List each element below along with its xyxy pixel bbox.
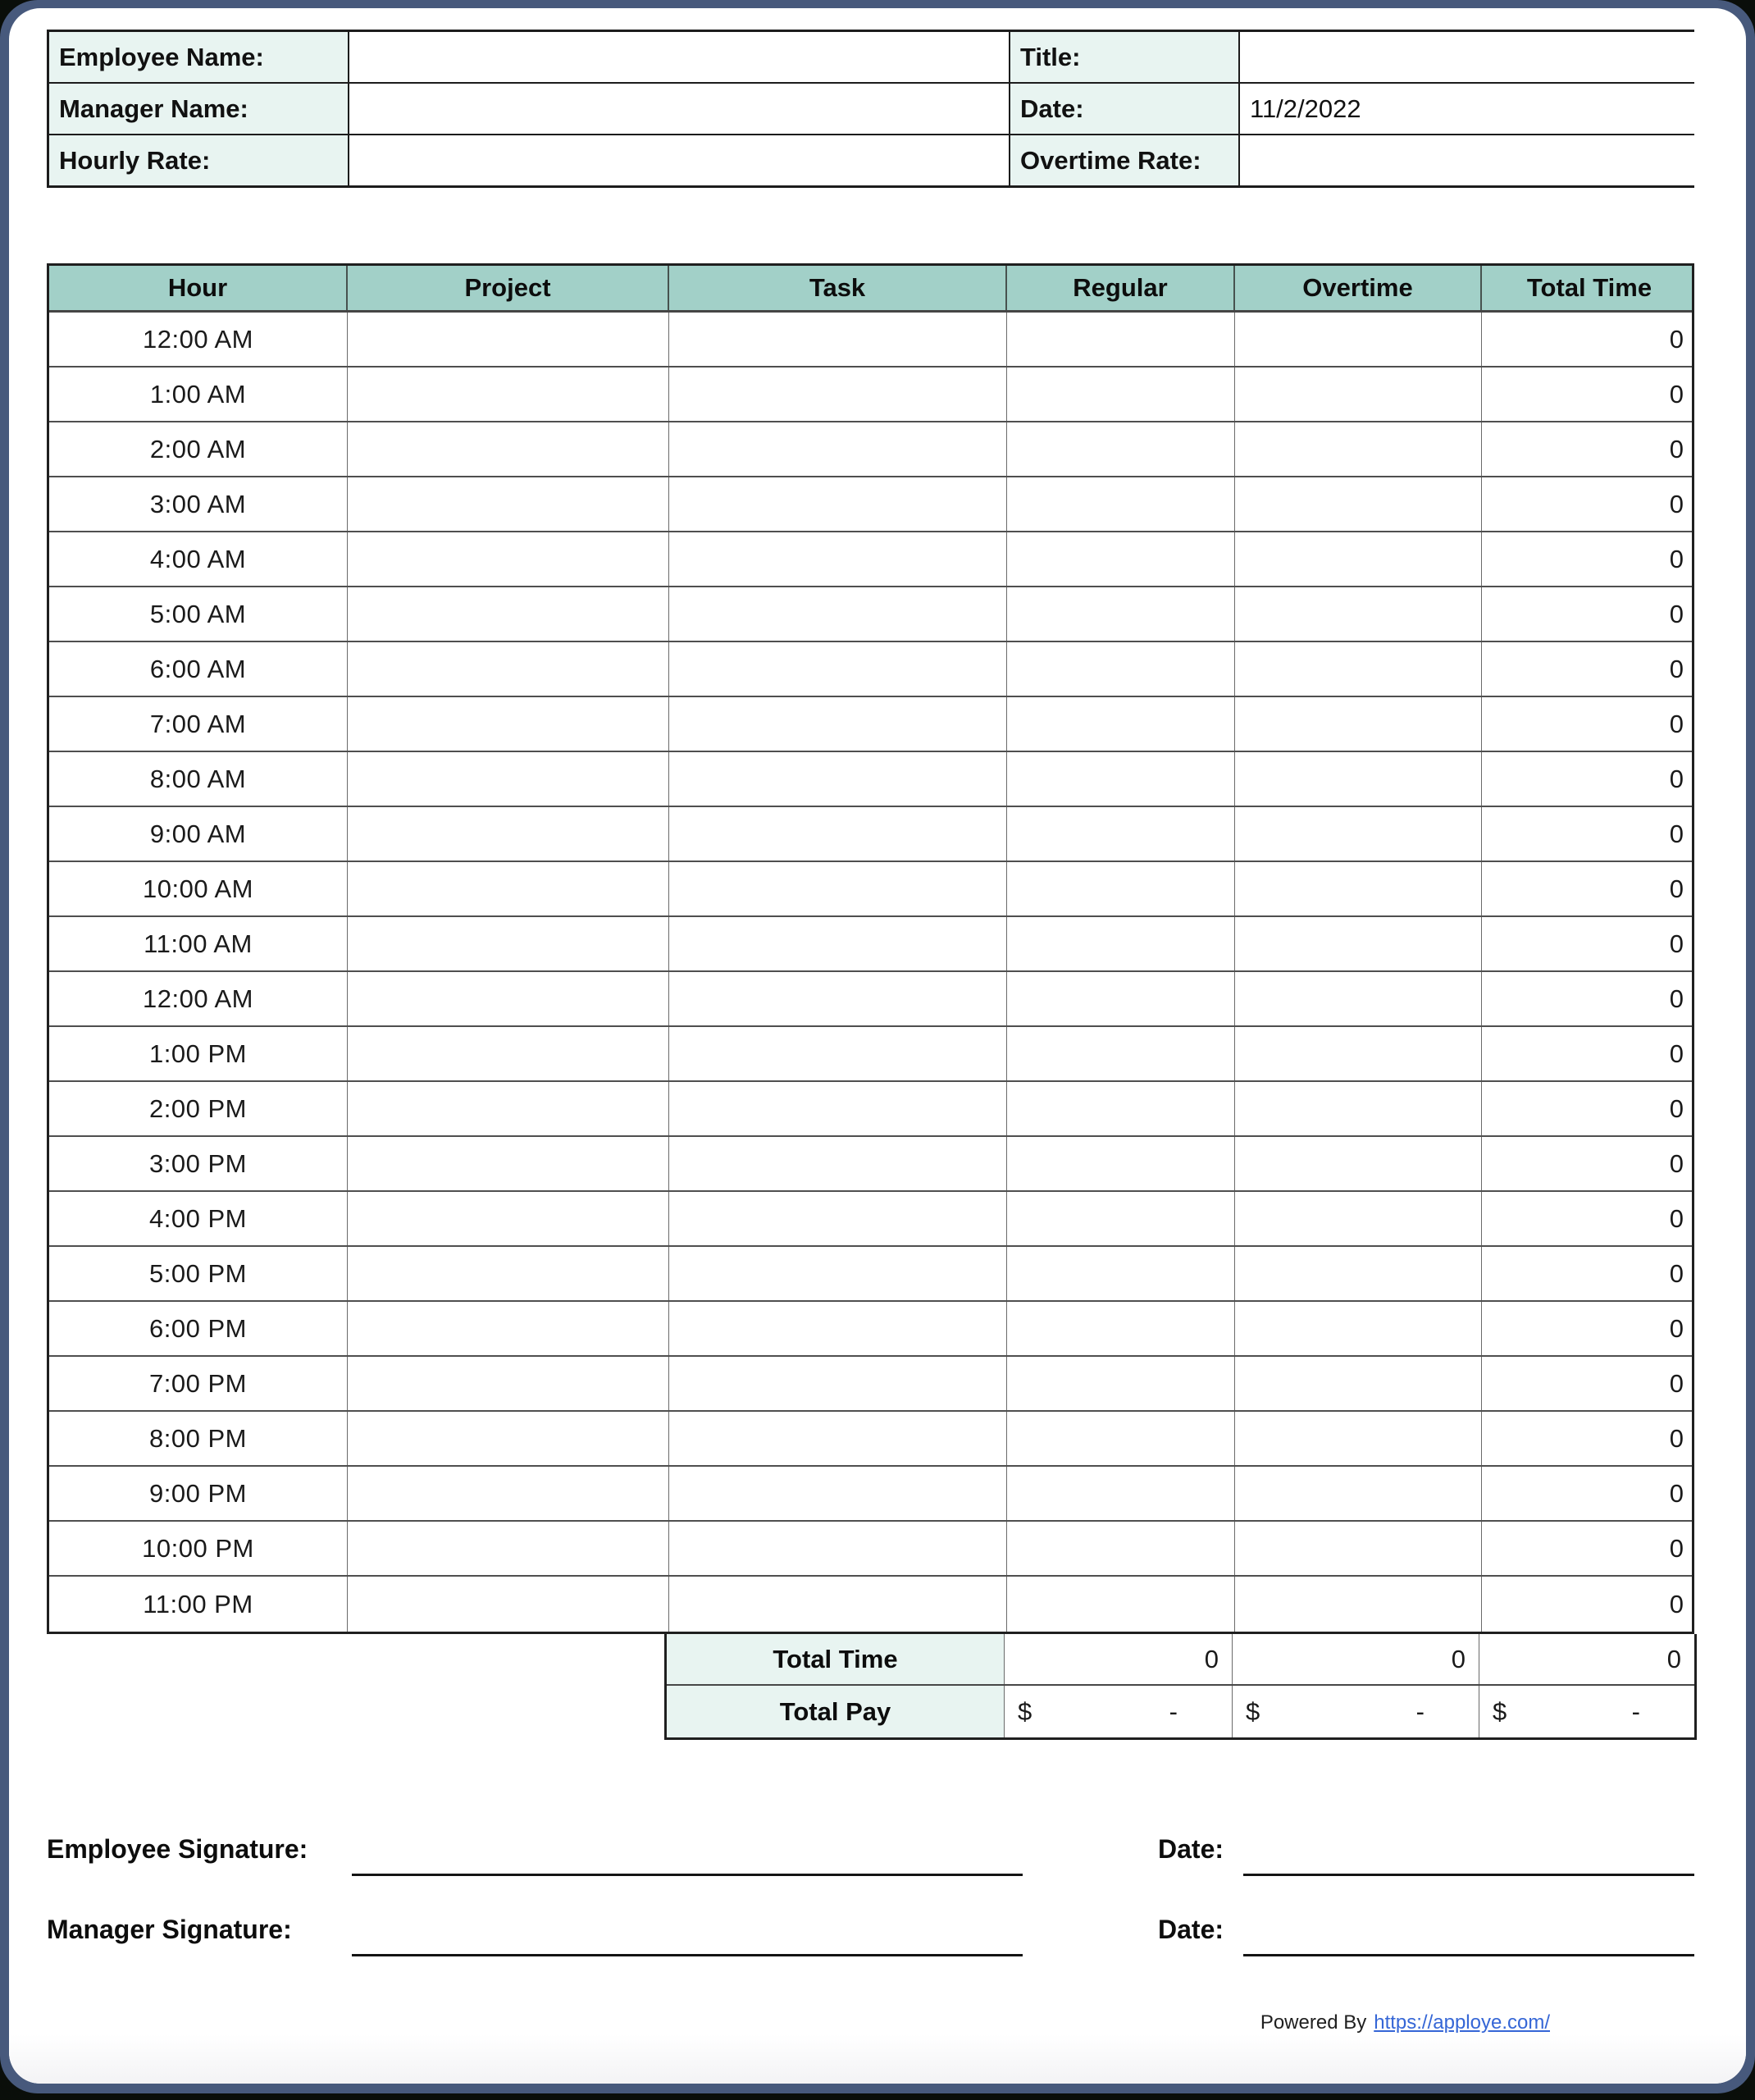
- hour-cell: 2:00 AM: [49, 422, 348, 476]
- overtime-cell[interactable]: [1235, 477, 1482, 531]
- task-cell[interactable]: [669, 1522, 1007, 1575]
- manager-date-line[interactable]: [1243, 1953, 1694, 1956]
- task-cell[interactable]: [669, 752, 1007, 806]
- table-row: [49, 642, 1692, 697]
- employee-date-label: Date:: [1158, 1834, 1224, 1864]
- overtime-cell[interactable]: [1235, 1192, 1482, 1245]
- table-row: [49, 532, 1692, 587]
- task-cell[interactable]: [669, 972, 1007, 1025]
- manager-signature-label: Manager Signature:: [47, 1915, 292, 1944]
- table-row: [49, 313, 1692, 368]
- task-cell[interactable]: [669, 642, 1007, 696]
- project-cell[interactable]: [348, 532, 669, 586]
- hour-cell: 7:00 PM: [49, 1357, 348, 1410]
- project-cell[interactable]: [348, 477, 669, 531]
- table-row: [49, 972, 1692, 1027]
- amount-value: -: [1631, 1696, 1640, 1726]
- hour-cell: 11:00 AM: [49, 917, 348, 970]
- total-time-cell: 0: [1669, 1258, 1684, 1288]
- overtime-cell[interactable]: [1235, 368, 1482, 421]
- project-cell[interactable]: [348, 1027, 669, 1080]
- task-cell[interactable]: [669, 1247, 1007, 1300]
- project-cell[interactable]: [348, 917, 669, 970]
- project-cell[interactable]: [348, 1302, 669, 1355]
- total-time-cell: 0: [1669, 1039, 1684, 1068]
- total-time-row: [667, 1634, 1694, 1686]
- regular-cell[interactable]: [1007, 917, 1235, 970]
- hour-cell: 7:00 AM: [49, 697, 348, 751]
- regular-cell[interactable]: [1007, 1192, 1235, 1245]
- regular-cell[interactable]: [1007, 1412, 1235, 1465]
- table-row: [49, 697, 1692, 752]
- task-cell[interactable]: [669, 422, 1007, 476]
- currency-symbol: $: [1018, 1696, 1032, 1726]
- overtime-cell[interactable]: [1235, 1467, 1482, 1520]
- overtime-cell[interactable]: [1235, 422, 1482, 476]
- total-time-overtime-value: 0: [1233, 1634, 1479, 1684]
- hour-cell: 4:00 AM: [49, 532, 348, 586]
- total-time-cell: 0: [1669, 984, 1684, 1013]
- regular-cell[interactable]: [1007, 752, 1235, 806]
- date-field[interactable]: 11/2/2022: [1240, 84, 1702, 134]
- total-time-cell: 0: [1669, 599, 1684, 628]
- hour-cell: 1:00 AM: [49, 368, 348, 421]
- table-row: [49, 587, 1692, 642]
- employee-info-table: [47, 30, 1694, 188]
- regular-cell[interactable]: [1007, 313, 1235, 366]
- column-header-overtime: Overtime: [1235, 266, 1482, 310]
- title-label: Title:: [1010, 32, 1238, 82]
- total-time-cell: 0: [1669, 434, 1684, 463]
- column-header-regular: Regular: [1007, 266, 1235, 310]
- regular-cell[interactable]: [1007, 642, 1235, 696]
- overtime-cell[interactable]: [1235, 972, 1482, 1025]
- project-cell[interactable]: [348, 1082, 669, 1135]
- hour-cell: 6:00 AM: [49, 642, 348, 696]
- project-cell[interactable]: [348, 862, 669, 915]
- overtime-rate-label: Overtime Rate:: [1010, 135, 1238, 185]
- hour-cell: 6:00 PM: [49, 1302, 348, 1355]
- hour-cell: 3:00 AM: [49, 477, 348, 531]
- total-time-cell: 0: [1669, 489, 1684, 518]
- column-header-task: Task: [669, 266, 1007, 310]
- project-cell[interactable]: [348, 422, 669, 476]
- total-time-cell: 0: [1669, 654, 1684, 683]
- overtime-cell[interactable]: [1235, 807, 1482, 861]
- overtime-cell[interactable]: [1235, 642, 1482, 696]
- hour-cell: 4:00 PM: [49, 1192, 348, 1245]
- project-cell[interactable]: [348, 807, 669, 861]
- total-time-cell: 0: [1669, 819, 1684, 848]
- project-cell[interactable]: [348, 587, 669, 641]
- column-header-project: Project: [348, 266, 669, 310]
- table-row: [49, 917, 1692, 972]
- table-row: [49, 807, 1692, 862]
- project-cell[interactable]: [348, 752, 669, 806]
- hour-cell: 10:00 AM: [49, 862, 348, 915]
- hour-cell: 2:00 PM: [49, 1082, 348, 1135]
- table-header-row: [49, 266, 1692, 313]
- date-label: Date:: [1010, 84, 1238, 134]
- project-cell[interactable]: [348, 1192, 669, 1245]
- hourly-rate-label: Hourly Rate:: [49, 135, 348, 185]
- table-row: [49, 477, 1692, 532]
- manager-name-label: Manager Name:: [49, 84, 348, 134]
- regular-cell[interactable]: [1007, 972, 1235, 1025]
- regular-cell[interactable]: [1007, 1082, 1235, 1135]
- total-time-cell: 0: [1669, 1533, 1684, 1563]
- task-cell[interactable]: [669, 587, 1007, 641]
- overtime-cell[interactable]: [1235, 313, 1482, 366]
- regular-cell[interactable]: [1007, 1522, 1235, 1575]
- task-cell[interactable]: [669, 1137, 1007, 1190]
- total-time-cell: 0: [1669, 1368, 1684, 1398]
- employee-name-label: Employee Name:: [49, 32, 348, 82]
- regular-cell[interactable]: [1007, 477, 1235, 531]
- employee-signature-line[interactable]: [352, 1873, 1023, 1876]
- hour-cell: 3:00 PM: [49, 1137, 348, 1190]
- page-content: [47, 8, 1694, 2084]
- hour-cell: 8:00 PM: [49, 1412, 348, 1465]
- currency-symbol: $: [1246, 1696, 1260, 1726]
- total-time-cell: 0: [1669, 709, 1684, 738]
- project-cell[interactable]: [348, 1357, 669, 1410]
- table-row: [49, 1302, 1692, 1357]
- table-row: [49, 1082, 1692, 1137]
- column-header-hour: Hour: [49, 266, 348, 310]
- table-row: [49, 752, 1692, 807]
- table-row: [49, 422, 1692, 477]
- manager-date-label: Date:: [1158, 1915, 1224, 1944]
- hour-cell: 12:00 AM: [49, 972, 348, 1025]
- manager-name-field[interactable]: [349, 84, 1009, 134]
- hour-cell: 10:00 PM: [49, 1522, 348, 1575]
- table-row: [49, 1577, 1692, 1632]
- regular-cell[interactable]: [1007, 422, 1235, 476]
- table-row: [49, 368, 1692, 422]
- project-cell[interactable]: [348, 972, 669, 1025]
- total-time-label: Total Time: [667, 1634, 1005, 1684]
- total-pay-label: Total Pay: [667, 1686, 1005, 1737]
- overtime-cell[interactable]: [1235, 1357, 1482, 1410]
- overtime-rate-field[interactable]: [1240, 135, 1702, 185]
- regular-cell[interactable]: [1007, 697, 1235, 751]
- apploye-link[interactable]: https://apploye.com/: [1374, 2011, 1550, 2034]
- hour-cell: 9:00 PM: [49, 1467, 348, 1520]
- total-pay-total-value: [1479, 1686, 1694, 1737]
- task-cell[interactable]: [669, 1357, 1007, 1410]
- overtime-cell[interactable]: [1235, 1302, 1482, 1355]
- hour-cell: 1:00 PM: [49, 1027, 348, 1080]
- employee-signature-row: [47, 1834, 1694, 1865]
- regular-cell[interactable]: [1007, 1302, 1235, 1355]
- overtime-cell[interactable]: [1235, 1082, 1482, 1135]
- regular-cell[interactable]: [1007, 1137, 1235, 1190]
- hour-cell: 11:00 PM: [49, 1577, 348, 1632]
- hour-cell: 5:00 AM: [49, 587, 348, 641]
- total-time-cell: 0: [1669, 544, 1684, 573]
- overtime-cell[interactable]: [1235, 587, 1482, 641]
- regular-cell[interactable]: [1007, 1467, 1235, 1520]
- overtime-cell[interactable]: [1235, 1577, 1482, 1632]
- hourly-rate-field[interactable]: [349, 135, 1009, 185]
- total-time-cell: 0: [1669, 324, 1684, 354]
- task-cell[interactable]: [669, 807, 1007, 861]
- total-time-cell: 0: [1669, 1093, 1684, 1123]
- overtime-cell[interactable]: [1235, 1027, 1482, 1080]
- hour-cell: 12:00 AM: [49, 313, 348, 366]
- task-cell[interactable]: [669, 477, 1007, 531]
- table-row: [49, 1357, 1692, 1412]
- task-cell[interactable]: [669, 532, 1007, 586]
- overtime-cell[interactable]: [1235, 862, 1482, 915]
- overtime-cell[interactable]: [1235, 1522, 1482, 1575]
- task-cell[interactable]: [669, 368, 1007, 421]
- project-cell[interactable]: [348, 697, 669, 751]
- timesheet-table: [47, 263, 1694, 1634]
- hour-cell: 8:00 AM: [49, 752, 348, 806]
- project-cell[interactable]: [348, 1522, 669, 1575]
- table-row: [49, 1522, 1692, 1577]
- table-row: [49, 1027, 1692, 1082]
- project-cell[interactable]: [348, 1412, 669, 1465]
- total-time-cell: 0: [1669, 874, 1684, 903]
- overtime-cell[interactable]: [1235, 1412, 1482, 1465]
- overtime-cell[interactable]: [1235, 532, 1482, 586]
- table-body: [49, 313, 1692, 1632]
- regular-cell[interactable]: [1007, 862, 1235, 915]
- currency-symbol: $: [1493, 1696, 1507, 1726]
- table-row: [49, 1137, 1692, 1192]
- total-time-cell: 0: [1669, 1313, 1684, 1343]
- project-cell[interactable]: [348, 1467, 669, 1520]
- regular-cell[interactable]: [1007, 1357, 1235, 1410]
- hour-cell: 5:00 PM: [49, 1247, 348, 1300]
- project-cell[interactable]: [348, 1247, 669, 1300]
- regular-cell[interactable]: [1007, 1577, 1235, 1632]
- regular-cell[interactable]: [1007, 368, 1235, 421]
- total-pay-regular-value: [1005, 1686, 1233, 1737]
- manager-signature-line[interactable]: [352, 1953, 1023, 1956]
- task-cell[interactable]: [669, 1577, 1007, 1632]
- total-time-cell: 0: [1669, 1589, 1684, 1618]
- total-time-cell: 0: [1669, 1478, 1684, 1508]
- totals-section: [664, 1634, 1697, 1740]
- task-cell[interactable]: [669, 1192, 1007, 1245]
- total-time-cell: 0: [1669, 1203, 1684, 1233]
- footer: [1260, 2011, 1550, 2034]
- regular-cell[interactable]: [1007, 1027, 1235, 1080]
- table-row: [49, 1412, 1692, 1467]
- overtime-cell[interactable]: [1235, 752, 1482, 806]
- task-cell[interactable]: [669, 917, 1007, 970]
- column-header-total-time: Total Time: [1526, 273, 1652, 302]
- total-time-cell: 0: [1669, 1423, 1684, 1453]
- table-row: [49, 1467, 1692, 1522]
- total-time-total-value: 0: [1666, 1644, 1681, 1673]
- overtime-cell[interactable]: [1235, 697, 1482, 751]
- table-row: [49, 1192, 1692, 1247]
- task-cell[interactable]: [669, 697, 1007, 751]
- total-pay-row: [667, 1686, 1694, 1737]
- project-cell[interactable]: [348, 368, 669, 421]
- task-cell[interactable]: [669, 862, 1007, 915]
- project-cell[interactable]: [348, 1137, 669, 1190]
- table-row: [49, 1247, 1692, 1302]
- amount-value: -: [1415, 1696, 1425, 1726]
- regular-cell[interactable]: [1007, 587, 1235, 641]
- overtime-cell[interactable]: [1235, 1137, 1482, 1190]
- task-cell[interactable]: [669, 1082, 1007, 1135]
- task-cell[interactable]: [669, 313, 1007, 366]
- powered-by-text: Powered By: [1260, 2011, 1367, 2034]
- hour-cell: 9:00 AM: [49, 807, 348, 861]
- project-cell[interactable]: [348, 313, 669, 366]
- amount-value: -: [1169, 1696, 1178, 1726]
- total-time-cell: 0: [1669, 1148, 1684, 1178]
- regular-cell[interactable]: [1007, 807, 1235, 861]
- total-time-cell: 0: [1669, 929, 1684, 958]
- employee-signature-label: Employee Signature:: [47, 1834, 308, 1864]
- total-time-cell: 0: [1669, 764, 1684, 793]
- manager-signature-row: [47, 1915, 1694, 1945]
- overtime-cell[interactable]: [1235, 1247, 1482, 1300]
- project-cell[interactable]: [348, 1577, 669, 1632]
- overtime-cell[interactable]: [1235, 917, 1482, 970]
- task-cell[interactable]: [669, 1302, 1007, 1355]
- project-cell[interactable]: [348, 642, 669, 696]
- regular-cell[interactable]: [1007, 1247, 1235, 1300]
- employee-name-field[interactable]: [349, 32, 1009, 82]
- employee-date-line[interactable]: [1243, 1873, 1694, 1876]
- task-cell[interactable]: [669, 1027, 1007, 1080]
- timesheet-page: [9, 8, 1746, 2084]
- title-field[interactable]: [1240, 32, 1702, 82]
- total-time-cell: 0: [1669, 379, 1684, 409]
- table-row: [49, 862, 1692, 917]
- regular-cell[interactable]: [1007, 532, 1235, 586]
- total-time-regular-value: 0: [1005, 1634, 1233, 1684]
- task-cell[interactable]: [669, 1412, 1007, 1465]
- total-pay-overtime-value: [1233, 1686, 1479, 1737]
- task-cell[interactable]: [669, 1467, 1007, 1520]
